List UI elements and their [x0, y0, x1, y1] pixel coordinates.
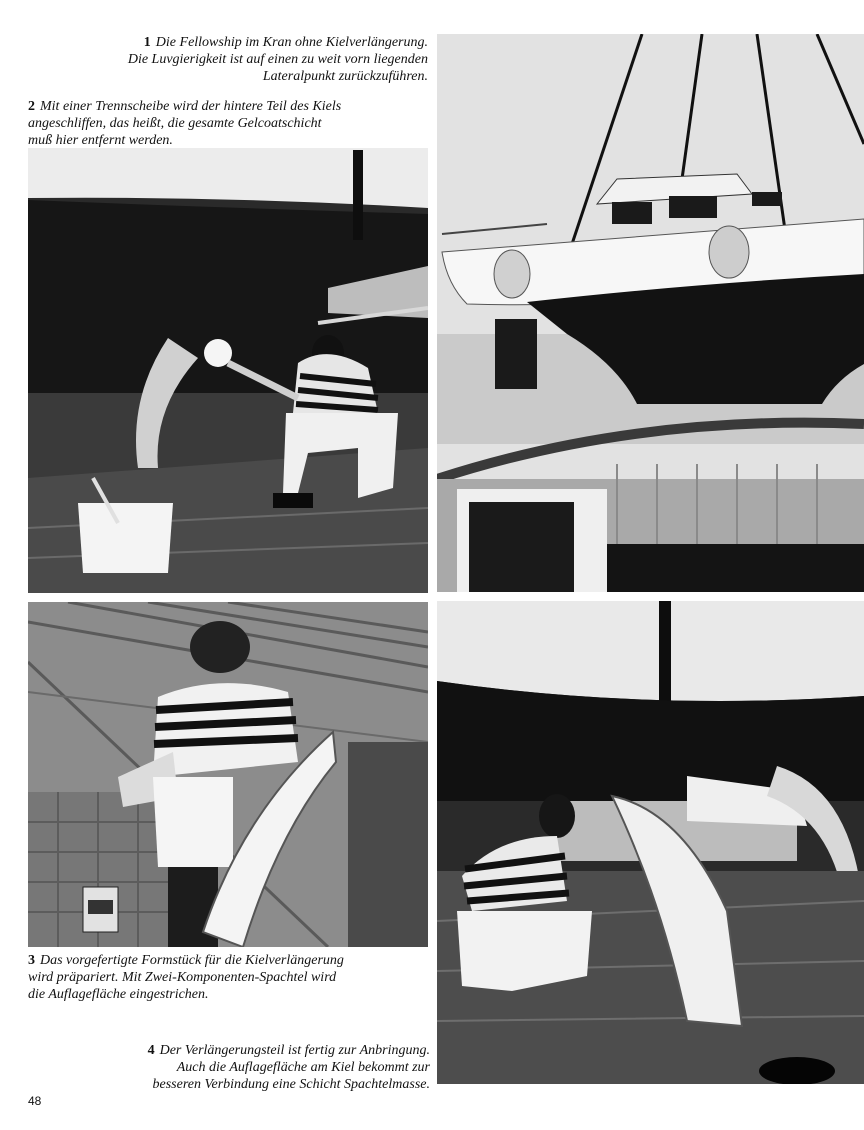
caption-4-line-3: besseren Verbindung eine Schicht Spachtelmasse.: [152, 1077, 430, 1092]
caption-1-line-2: Die Luvgierigkeit ist auf einen zu weit vorn liegenden: [127, 52, 428, 67]
caption-1-line-1: Die Fellowship im Kran ohne Kielverlängerung.: [155, 35, 428, 50]
caption-2: [28, 98, 428, 149]
caption-2-line-2: angeschliffen, das heißt, die gesamte Gelcoatschicht: [28, 116, 322, 131]
photo-3-form-piece-preparation: [28, 602, 428, 947]
caption-3-number: 3: [28, 953, 35, 968]
caption-4-line-1: Der Verlängerungsteil ist fertig zur Anbringung.: [159, 1043, 430, 1058]
photo-1-boat-in-crane: [437, 34, 864, 592]
caption-1: [60, 34, 428, 85]
caption-4-number: 4: [147, 1043, 155, 1058]
caption-2-number: 2: [28, 99, 35, 114]
caption-1-number: 1: [143, 35, 151, 50]
caption-3-line-1: Das vorgefertigte Formstück für die Kielverlängerung: [40, 953, 344, 968]
caption-3: [28, 952, 428, 1003]
page-number: 48: [28, 1094, 42, 1108]
caption-2-line-3: muß hier entfernt werden.: [28, 133, 173, 148]
photo-4-keel-extension-ready: [437, 601, 864, 1084]
caption-4-line-2: Auch die Auflagefläche am Kiel bekommt zur: [176, 1060, 430, 1075]
caption-2-line-1: Mit einer Trennscheibe wird der hintere Teil des Kiels: [40, 99, 342, 114]
caption-3-line-2: wird präpariert. Mit Zwei-Komponenten-Spachtel wird: [28, 970, 337, 985]
caption-3-line-3: die Auflagefläche eingestrichen.: [28, 987, 209, 1002]
caption-1-line-3: Lateralpunkt zurückzuführen.: [262, 69, 428, 84]
photo-2-keel-grinding: [28, 148, 428, 593]
caption-4: [40, 1042, 430, 1093]
